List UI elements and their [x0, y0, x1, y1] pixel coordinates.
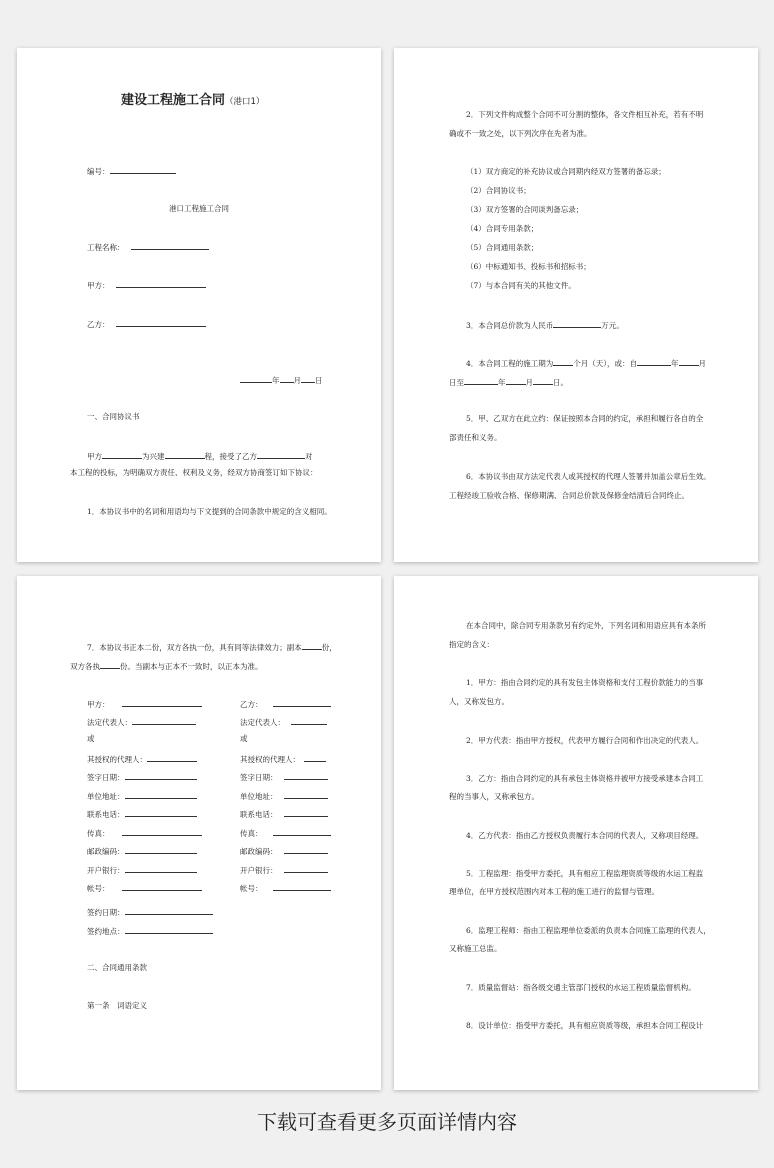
sign-row-right: 或	[240, 734, 248, 743]
document-page-3	[17, 576, 381, 1090]
sign-row-left: 法定代表人：	[87, 716, 196, 729]
article-heading: 第一条 词语定义	[87, 1001, 147, 1010]
definitions-intro-line1: 在本合同中，除合同专用条款另有约定外，下列名词和用语应具有本条所	[466, 621, 706, 630]
doc-list-item: （1）双方商定的补充协议或合同期内经双方签署的备忘录；	[466, 167, 666, 176]
section-heading: 二、合同通用条款	[87, 963, 147, 972]
definitions-intro-line2: 指定的含义：	[449, 640, 494, 649]
sign-row-left: 甲方：	[87, 698, 202, 711]
download-prompt[interactable]: 下载可查看更多页面详情内容	[257, 1110, 517, 1134]
clause-3: 3．本合同总价款为人民币 万元。	[466, 321, 624, 330]
clause-5-line1: 5．甲、乙双方在此立约：保证按照本合同的约定，承担和履行各自的全	[466, 414, 704, 423]
agreement-paragraph: 甲方 为兴建 程，接受了乙方 对	[87, 452, 313, 461]
definition-7: 7．质量监督站：指各级交通主管部门授权的水运工程质量监督机构。	[466, 983, 696, 992]
clause-5-line2: 部责任和义务。	[449, 433, 502, 442]
sign-row-left: 邮政编码：	[87, 845, 197, 858]
doc-list-item: （5）合同通用条款；	[466, 243, 539, 252]
clause-4-line1: 4．本合同工程的施工期为 个月（天），或：自 年 月	[466, 359, 707, 368]
contract-name: 港口工程施工合同	[169, 204, 229, 213]
number-line: 编号：	[87, 165, 176, 178]
sign-row-left: 其授权的代理人：	[87, 753, 197, 766]
sign-row-right: 邮政编码：	[240, 845, 328, 858]
doc-list-item: （7）与本合同有关的其他文件。	[466, 281, 576, 290]
definition-8: 8．设计单位：指受甲方委托，具有相应资质等级，承担本合同工程设计	[466, 1021, 704, 1030]
definition-2: 2．甲方代表：指由甲方授权，代表甲方履行合同和作出决定的代表人。	[466, 736, 704, 745]
clause-7-line1: 7．本协议书正本二份，双方各执一份，具有同等法律效力；副本 份，	[87, 643, 337, 652]
definition-3-line2: 程的当事人，又称承包方。	[449, 792, 539, 801]
clause-6-line2: 工程经竣工验收合格、保修期满、合同总价款及保修金结清后合同终止。	[449, 491, 689, 500]
sign-row-right: 联系电话：	[240, 808, 328, 821]
sign-row-left: 或	[87, 734, 95, 743]
doc-list-item: （6）中标通知书、投标书和招标书；	[466, 262, 591, 271]
clause-1: 1．本协议书中的名词和用语均与下文提到的合同条款中规定的含义相同。	[87, 507, 332, 516]
project-name-line: 工程名称：	[87, 241, 209, 254]
sign-row-left: 联系电话：	[87, 808, 197, 821]
sign-row-right: 单位地址：	[240, 790, 328, 803]
section-heading: 一、合同协议书	[87, 412, 140, 421]
party-b-line: 乙方：	[87, 318, 206, 331]
party-a-line: 甲方：	[87, 279, 206, 292]
doc-list-item: （2）合同协议书；	[466, 186, 531, 195]
clause-7-line2: 双方各执 份。当副本与正本不一致时，以正本为准。	[70, 662, 263, 671]
sign-place-line: 签约地点：	[87, 925, 213, 938]
sign-row-left: 传真：	[87, 827, 202, 840]
document-page-1	[17, 48, 381, 562]
sign-date-line: 签约日期：	[87, 906, 213, 919]
sign-row-right: 乙方：	[240, 698, 331, 711]
document-page-2	[394, 48, 758, 562]
definition-6-line1: 6．监理工程师：指由工程监理单位委派的负责本合同施工监理的代表人，	[466, 926, 711, 935]
doc-list-item: （4）合同专用条款；	[466, 224, 539, 233]
sign-row-left: 开户银行：	[87, 864, 197, 877]
definition-5-line1: 5．工程监理：指受甲方委托，具有相应工程监理资质等级的水运工程监	[466, 869, 704, 878]
sign-row-left: 签字日期：	[87, 771, 197, 784]
sign-row-right: 开户银行：	[240, 864, 328, 877]
sign-row-right: 签字日期：	[240, 771, 328, 784]
clause-6-line1: 6．本协议书由双方法定代表人或其授权的代理人签署并加盖公章后生效。	[466, 472, 711, 481]
definition-1-line1: 1．甲方：指由合同约定的具有发包主体资格和支付工程价款能力的当事	[466, 678, 704, 687]
definition-6-line2: 又称施工总监。	[449, 944, 502, 953]
sign-row-right: 其授权的代理人：	[240, 753, 326, 766]
definition-5-line2: 理单位，在甲方授权范围内对本工程的施工进行的监督与管理。	[449, 887, 659, 896]
contract-title: 建设工程施工合同（港口1）	[121, 93, 265, 108]
clause-2-line1: 2．下列文件构成整个合同不可分割的整体，各文件相互补充，若有不明	[466, 110, 704, 119]
agreement-paragraph-cont: 本工程的投标，为明确双方责任、权利及义务，经双方协商签订如下协议：	[70, 468, 318, 477]
document-page-4	[394, 576, 758, 1090]
definition-4: 4．乙方代表：指由乙方授权负责履行本合同的代表人，又称项目经理。	[466, 831, 704, 840]
definition-3-line1: 3．乙方：指由合同约定的具有承包主体资格并被甲方接受承建本合同工	[466, 774, 704, 783]
sign-row-right: 帐号：	[240, 882, 331, 895]
doc-list-item: （3）双方签署的合同谈判备忘录；	[466, 205, 584, 214]
clause-2-line2: 确或不一致之处，以下列次序在先者为准。	[449, 129, 592, 138]
sign-row-right: 法定代表人：	[240, 716, 327, 729]
sign-row-left: 单位地址：	[87, 790, 197, 803]
definition-1-line2: 人，又称发包方。	[449, 697, 509, 706]
date-line: 年 月 日	[240, 374, 323, 387]
sign-row-left: 帐号：	[87, 882, 202, 895]
clause-4-line2: 日至 年 月 日。	[449, 378, 568, 387]
sign-row-right: 传真：	[240, 827, 331, 840]
